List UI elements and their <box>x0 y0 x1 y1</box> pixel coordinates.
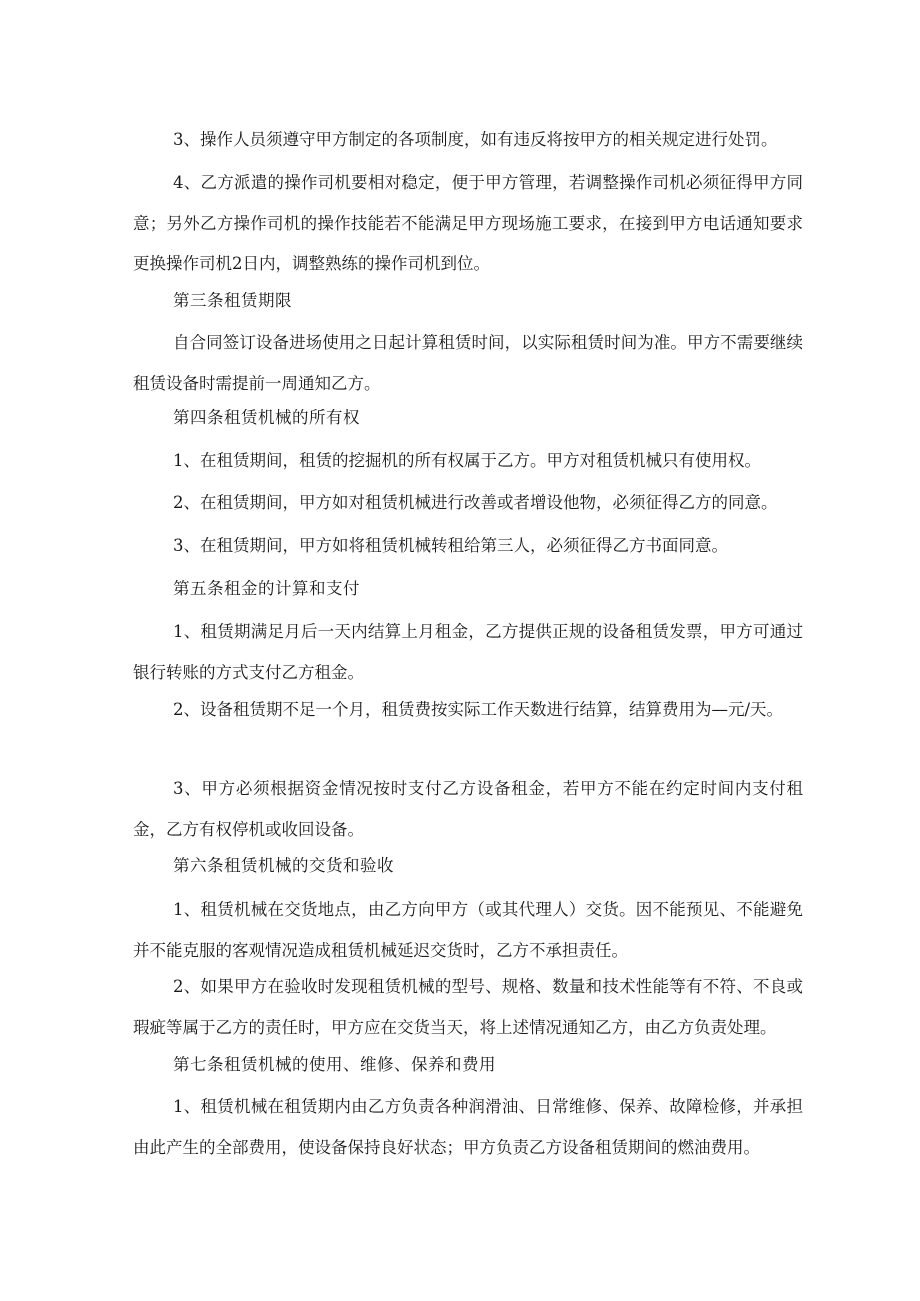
article-4-clause-2: 2、在租赁期间，甲方如对租赁机械进行改善或者增设他物，必须征得乙方的同意。 <box>173 493 778 512</box>
article-7-heading: 第七条租赁机械的使用、维修、保养和费用 <box>173 1055 496 1074</box>
clause-4-operator-stability: 4、乙方派遣的操作司机要相对稳定，便于甲方管理，若调整操作司机必须征得甲方同意；另外乙方操作司机的操作技能若不能满足甲方现场施工要求，在接到甲方电话通知要求更换操作司机2日内，调整熟练的操作司机到位。 <box>133 173 803 273</box>
article-5-heading: 第五条租金的计算和支付 <box>173 579 360 598</box>
article-5-clause-1: 1、租赁期满足月后一天内结算上月租金，乙方提供正规的设备租赁发票，甲方可通过银行转账的方式支付乙方租金。 <box>133 622 803 682</box>
article-6-heading: 第六条租赁机械的交货和验收 <box>173 856 394 875</box>
clause-3-operator-rules: 3、操作人员须遵守甲方制定的各项制度，如有违反将按甲方的相关规定进行处罚。 <box>173 130 778 149</box>
article-6-clause-2: 2、如果甲方在验收时发现租赁机械的型号、规格、数量和技术性能等有不符、不良或瑕疵等属于乙方的责任时，甲方应在交货当天，将上述情况通知乙方，由乙方负责处理。 <box>133 977 803 1037</box>
article-7-clause-1: 1、租赁机械在租赁期内由乙方负责各种润滑油、日常维修、保养、故障检修，并承担由此产生的全部费用，使设备保持良好状态；甲方负责乙方设备租赁期间的燃油费用。 <box>133 1097 803 1157</box>
article-3-body: 自合同签订设备进场使用之日起计算租赁时间，以实际租赁时间为准。甲方不需要继续租赁设备时需提前一周通知乙方。 <box>133 333 803 393</box>
article-3-heading: 第三条租赁期限 <box>173 291 292 310</box>
article-5-clause-2: 2、设备租赁期不足一个月，租赁费按实际工作天数进行结算，结算费用为—元/天。 <box>173 700 784 719</box>
article-6-clause-1: 1、租赁机械在交货地点，由乙方向甲方（或其代理人）交货。因不能预见、不能避免并不能克服的客观情况造成租赁机械延迟交货时，乙方不承担责任。 <box>133 900 803 960</box>
article-4-clause-3: 3、在租赁期间，甲方如将租赁机械转租给第三人，必须征得乙方书面同意。 <box>173 536 728 555</box>
article-4-clause-1: 1、在租赁期间，租赁的挖掘机的所有权属于乙方。甲方对租赁机械只有使用权。 <box>173 451 761 470</box>
article-4-heading: 第四条租赁机械的所有权 <box>173 408 360 427</box>
article-5-clause-3: 3、甲方必须根据资金情况按时支付乙方设备租金，若甲方不能在约定时间内支付租金，乙方有权停机或收回设备。 <box>133 779 803 839</box>
